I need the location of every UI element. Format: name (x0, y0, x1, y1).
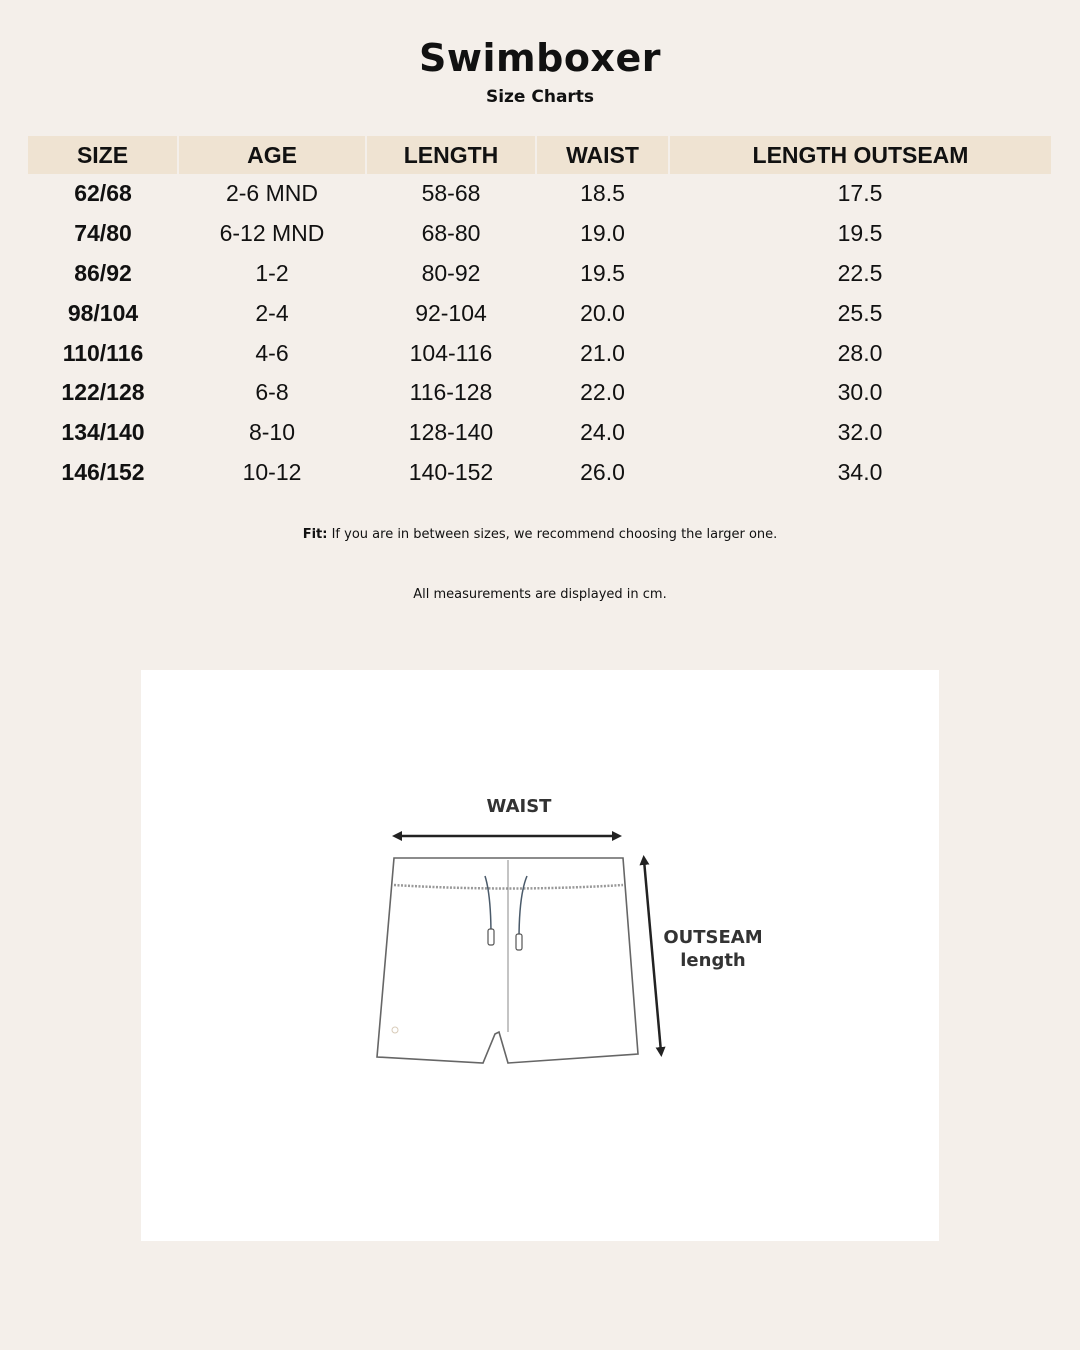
cell-length: 104-116 (409, 339, 493, 366)
cell-age: 6-12 MND (219, 220, 325, 247)
cell-length-outseam: 25.5 (837, 299, 883, 326)
cell-age: 2-6 MND (225, 180, 318, 207)
cell-length-outseam: 32.0 (837, 419, 883, 446)
cell-size: 122/128 (61, 379, 145, 406)
table-row (28, 174, 1051, 214)
cell-length: 128-140 (408, 419, 494, 446)
cell-length-outseam: 19.5 (837, 220, 883, 247)
cell-length: 92-104 (415, 299, 487, 326)
table-body (28, 174, 1051, 492)
table-header-row (28, 136, 1051, 174)
cell-size: 98/104 (67, 299, 139, 326)
cell-length-outseam: 30.0 (837, 379, 883, 406)
outseam-arrow (644, 860, 661, 1052)
cell-length-outseam: 34.0 (837, 458, 883, 485)
cell-length-outseam: 22.5 (837, 259, 883, 286)
table-row (28, 333, 1051, 373)
table-row (28, 254, 1051, 294)
cell-length-outseam: 28.0 (837, 339, 883, 366)
size-chart-table (28, 136, 1051, 492)
cell-waist: 26.0 (580, 458, 625, 485)
length-label: length (680, 950, 746, 971)
header-size: SIZE (28, 136, 178, 174)
cell-length: 116-128 (409, 379, 493, 406)
cell-length: 140-152 (408, 458, 494, 485)
cell-length: 58-68 (421, 180, 481, 207)
cell-size: 146/152 (61, 458, 145, 485)
header-length: LENGTH (366, 136, 536, 174)
cell-age: 8-10 (248, 419, 296, 446)
page-title: Swimboxer (419, 36, 661, 80)
measurement-diagram-panel (141, 670, 939, 1241)
measurement-note: All measurements are displayed in cm. (413, 587, 667, 602)
table-row (28, 293, 1051, 333)
fit-text: If you are in between sizes, we recommend choosing the larger one. (327, 527, 778, 542)
cell-age: 2-4 (255, 299, 289, 326)
header-length-outseam: LENGTH OUTSEAM (752, 141, 969, 168)
cell-waist: 22.0 (580, 379, 625, 406)
outseam-label: OUTSEAM (663, 927, 763, 948)
table-header (28, 136, 1051, 174)
header-age: AGE (178, 136, 366, 174)
page-subtitle: Size Charts (485, 87, 595, 107)
cell-size: 62/68 (74, 180, 132, 207)
cell-length: 80-92 (421, 259, 481, 286)
cell-size: 86/92 (74, 259, 132, 286)
cell-waist: 18.5 (580, 180, 625, 207)
shorts-diagram (141, 670, 939, 1241)
table-row (28, 214, 1051, 254)
cell-waist: 21.0 (580, 339, 625, 366)
cell-size: 134/140 (61, 419, 145, 446)
cell-length: 68-80 (421, 220, 481, 247)
waist-label: WAIST (486, 796, 552, 817)
cell-length-outseam: 17.5 (837, 180, 883, 207)
cell-waist: 19.0 (580, 220, 625, 247)
cell-age: 10-12 (242, 458, 302, 485)
cell-age: 4-6 (255, 339, 289, 366)
shorts-outline-icon (377, 858, 638, 1063)
cell-size: 110/116 (62, 339, 144, 366)
header-waist: WAIST (536, 136, 669, 174)
cell-waist: 24.0 (580, 419, 625, 446)
table-row (28, 453, 1051, 493)
cell-waist: 19.5 (580, 259, 625, 286)
table-row (28, 413, 1051, 453)
cell-age: 1-2 (255, 259, 289, 286)
table-row (28, 373, 1051, 413)
fit-label: Fit: (302, 527, 328, 542)
cell-size: 74/80 (74, 220, 132, 247)
fit-note (0, 527, 1080, 542)
cell-waist: 20.0 (580, 299, 625, 326)
cell-age: 6-8 (255, 379, 289, 406)
